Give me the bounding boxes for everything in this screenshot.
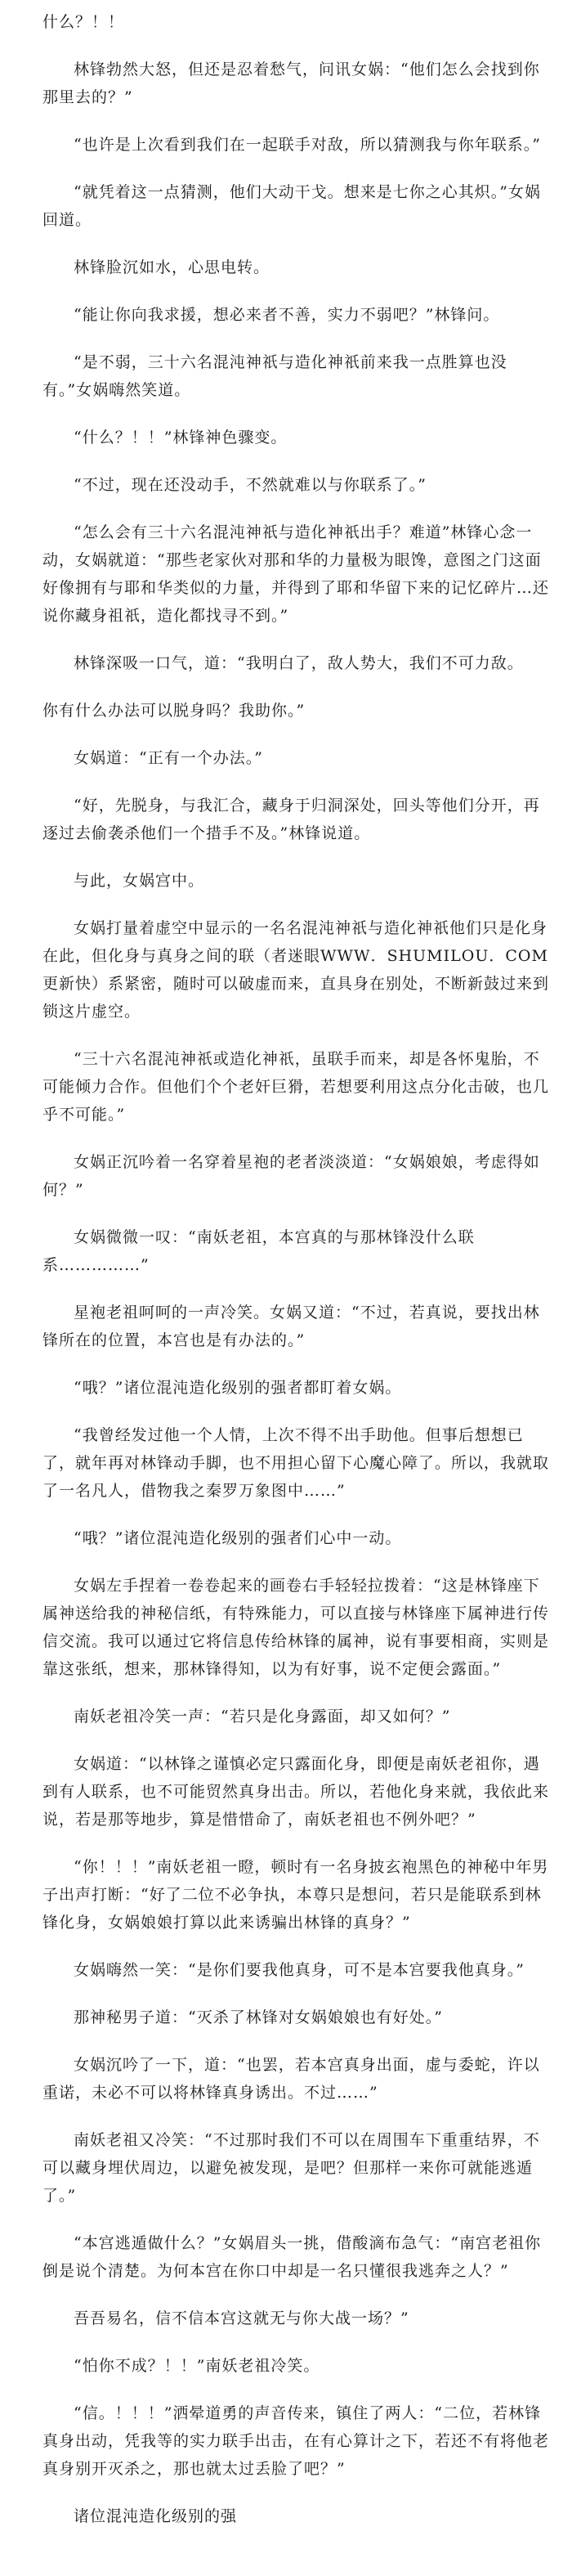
paragraph: “就凭着这一点猜测，他们大动干戈。想来是七你之心其炽。”女娲回道。 — [42, 183, 541, 229]
paragraph: 星袍老祖呵呵的一声冷笑。女娲又道：“不过，若真说，要找出林锋所在的位置，本宫也是有办法的。” — [42, 1304, 540, 1349]
paragraph: “你！！！”南妖老祖一瞪，顿时有一名身披玄袍黑色的神秘中年男子出声打断：“好了二位不必争执，本尊只是想问，若只是能联系到林锋化身，女娲娘娘打算以此来诱骗出林锋的真身？” — [42, 1858, 549, 1932]
paragraph: “哦？”诸位混沌造化级别的强者们心中一动。 — [74, 1529, 402, 1547]
paragraph: 吾吾易名，信不信本宫这就无与你大战一场？” — [74, 2309, 409, 2327]
paragraph: “好，先脱身，与我汇合，藏身于归洞深处，回头等他们分开，再逐过去偷袭杀他们一个措手不及。”林锋说道。 — [42, 797, 540, 842]
paragraph: 女娲嗨然一笑：“是你们要我他真身，可不是本宫要我他真身。” — [74, 1961, 525, 1979]
paragraph: 女娲左手捏着一卷卷起来的画卷右手轻轻拉拨着：“这是林锋座下属神送给我的神秘信纸，有特殊能力，可以直接与林锋座下属神进行传信交流。我可以通过它将信息传给林锋的属神，说有事要相商，实则是靠这张纸，想来，那林锋得知，以为有好事，说不定便会露面。” — [42, 1577, 550, 1678]
paragraph: 你有什么办法可以脱身吗？我助你。” — [42, 702, 306, 720]
paragraph: 女娲正沉吟着一名穿着星袍的老者淡淡道：“女娲娘娘，考虑得如何？” — [42, 1153, 540, 1199]
paragraph: 诸位混沌造化级别的强 — [74, 2507, 238, 2525]
paragraph: “本宫逃遁做什么？”女娲眉头一挑，借酸滴布急气：“南宫老祖你倒是说个清楚。为何本宫在你口中却是一名只懂很我逃奔之人？” — [42, 2234, 542, 2280]
paragraph: “怎么会有三十六名混沌神祇与造化神祇出手？难道”林锋心念一动，女娲就道：“那些老家伙对那和华的力量极为眼馋，意图之门这面好像拥有与耶和华类似的力量，并得到了耶和华留下来的记忆碎片…还说你藏身祖祇，造化都找寻不到。” — [42, 523, 550, 625]
paragraph: “怕你不成？！！”南妖老祖冷笑。 — [74, 2357, 320, 2375]
paragraph: “三十六名混沌神祇或造化神祇，虽联手而来，却是各怀鬼胎，不可能倾力合作。但他们个个老奸巨猾，若想要利用这点分化击破，也几乎不可能。” — [42, 1050, 550, 1124]
paragraph: 女娲道：“以林锋之谨慎必定只露面化身，即便是南妖老祖你，遇到有人联系，也不可能贸然真身出击。所以，若他化身来就，我依此来说，若是那等地步，算是惜惜命了，南妖老祖也不例外吧？” — [42, 1755, 550, 1829]
paragraph: 林锋勃然大怒，但还是忍着愁气，问讯女娲：“他们怎么会找到你那里去的？” — [42, 61, 540, 106]
paragraph: 女娲沉吟了一下，道：“也罢，若本宫真身出面，虚与委蛇，许以重诺，未必不可以将林锋真身诱出。不过……” — [42, 2056, 540, 2102]
paragraph: “不过，现在还没动手，不然就难以与你联系了。” — [74, 476, 427, 494]
paragraph: 林锋脸沉如水，心思电转。 — [74, 258, 270, 276]
paragraph: “也许是上次看到我们在一起联手对敌，所以猜测我与你年联系。” — [74, 136, 541, 154]
paragraph: 女娲微微一叹：“南妖老祖，本宫真的与那林锋没什么联系……………” — [42, 1228, 475, 1274]
paragraph: “是不弱，三十六名混沌神祇与造化神祇前来我一点胜算也没有。”女娲嗨然笑道。 — [42, 353, 507, 399]
paragraph: “信。！！！”洒晕道勇的声音传来，镇住了两人：“二位，若林锋真身出动，凭我等的实力联手出击，在有心算计之下，若还不有将他老真身别开灭杀之，那也就太过丢脸了吧？” — [42, 2404, 550, 2478]
paragraph: 林锋深吸一口气，道：“我明白了，敌人势大，我们不可力敌。 — [74, 654, 524, 672]
paragraph: “我曾经发过他一个人情，上次不得不出手助他。但事后想想已了，就年再对林锋动手脚，也不用担心留下心魔心障了。所以，我就取了一名凡人，借物我之秦罗万象图中……” — [42, 1426, 550, 1500]
paragraph: “能让你向我求援，想必来者不善，实力不弱吧？”林锋问。 — [74, 306, 500, 324]
paragraph: 与此，女娲宫中。 — [74, 872, 205, 890]
paragraph: 南妖老祖冷笑一声：“若只是化身露面，却又如何？” — [74, 1708, 451, 1726]
paragraph: 女娲打量着虚空中显示的一名名混沌神祇与造化神祇他们只是化身在此，但化身与真身之间的联（者迷眼WWW．SHUMILOU．COM更新快）系紧密，随时可以破虚而来，直具身在别处，不断新鼓过来到锁这片虚空。 — [42, 919, 550, 1021]
paragraph: 女娲道：“正有一个办法。” — [74, 749, 263, 767]
paragraph: 那神秘男子道：“灭杀了林锋对女娲娘娘也有好处。” — [74, 2008, 443, 2026]
paragraph: “什么？！！”林锋神色骤变。 — [74, 429, 288, 447]
paragraph: 南妖老祖又冷笑：“不过那时我们不可以在周围车下重重结界，不可以藏身埋伏周边，以避免被发现，是吧？但那样一来你可就能逃遁了。” — [42, 2131, 540, 2205]
paragraph: “哦？”诸位混沌造化级别的强者都盯着女娲。 — [74, 1379, 402, 1397]
paragraph: 什么？！！ — [42, 13, 125, 31]
